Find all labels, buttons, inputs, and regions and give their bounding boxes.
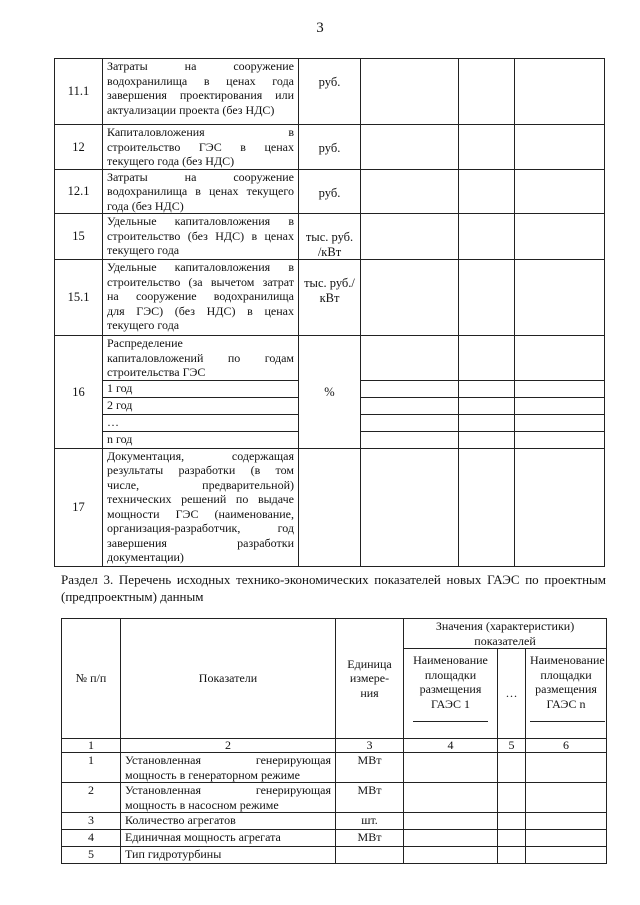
value-cell (459, 260, 515, 336)
indicator-name (121, 847, 336, 864)
table-row (62, 830, 607, 847)
header-unit (336, 619, 404, 739)
indicator-name-line: актуализации проекта (без НДС) (107, 102, 275, 117)
column-number: 6 (526, 739, 607, 753)
value-cell (526, 783, 607, 813)
indicator-name-line: Установленная генерирующая (125, 753, 331, 767)
value-cell (361, 431, 459, 448)
header-site-line: размещения (535, 682, 597, 696)
value-cell (459, 397, 515, 414)
header-site-site1 (404, 649, 498, 739)
unit-cell: тыс. руб. /кВт (299, 214, 361, 260)
header-unit-line: ния (360, 685, 379, 700)
indicator-name-line: Единичная мощность агрегата (125, 830, 281, 844)
value-cell (361, 59, 459, 125)
row-number: 1 (62, 753, 121, 783)
column-number: 4 (404, 739, 498, 753)
indicator-name-line: Затраты на сооружение (107, 59, 294, 73)
value-cell (361, 260, 459, 336)
value-cell (404, 783, 498, 813)
table-row (62, 813, 607, 830)
indicator-name-line: Затраты на сооружение (107, 169, 294, 184)
table-row (55, 125, 605, 170)
value-cell (459, 380, 515, 397)
indicator-name-line: на сооружение водохранилища (107, 289, 294, 303)
value-cell (459, 414, 515, 431)
header-site-line: площадки (540, 667, 592, 682)
value-cell (526, 830, 607, 847)
unit-cell: тыс. руб./кВт (299, 260, 361, 336)
indicator-name-line: Тип гидротурбины (125, 847, 222, 861)
row-number: 3 (62, 813, 121, 830)
indicator-name (121, 813, 336, 830)
indicator-name (103, 59, 299, 125)
column-number: 2 (121, 739, 336, 753)
indicator-name-line: мощности ГЭС (наименование, (107, 506, 294, 521)
header-site-siteN (526, 649, 607, 739)
value-cell (498, 813, 526, 830)
indicator-name-line: завершения проектирования или (107, 88, 294, 102)
table-row (62, 847, 607, 864)
value-cell (459, 448, 515, 566)
unit-cell (336, 847, 404, 864)
indicator-name-line: Удельные капиталовложения в (107, 214, 294, 228)
indicator-name (121, 783, 336, 813)
row-number: 12.1 (55, 169, 103, 214)
indicator-name-line: строительство (без НДС) в ценах (107, 228, 294, 243)
value-cell (515, 336, 605, 381)
indicator-name-line: строительство (за вычетом затрат (107, 274, 294, 289)
unit-cell: руб. (299, 125, 361, 170)
indicator-name (103, 125, 299, 170)
value-cell (404, 830, 498, 847)
year-label: 1 год (103, 380, 299, 397)
indicator-name (103, 169, 299, 214)
unit-cell: руб. (299, 169, 361, 214)
value-cell (361, 397, 459, 414)
value-cell (498, 847, 526, 864)
value-cell (361, 125, 459, 170)
value-cell (498, 830, 526, 847)
indicator-name (103, 214, 299, 260)
value-cell (404, 813, 498, 830)
header-site-line: Наименование (413, 653, 488, 667)
value-cell (361, 414, 459, 431)
unit-cell: % (299, 336, 361, 449)
row-number: 15 (55, 214, 103, 260)
underline-divider (413, 721, 488, 722)
value-cell (459, 431, 515, 448)
indicator-name (103, 336, 299, 381)
header-indicators: Показатели (121, 619, 336, 739)
header-site-line: ГАЭС 1 (431, 696, 470, 711)
value-cell (526, 813, 607, 830)
indicator-name (121, 830, 336, 847)
indicator-name-line: мощность в генераторном режиме (125, 767, 300, 782)
section-3-heading (61, 571, 606, 605)
header-values-line: показателей (474, 633, 536, 648)
table-row (55, 169, 605, 214)
indicator-name-line: организация-разработчик, год (107, 521, 294, 535)
indicator-name-line: Распределение (107, 336, 183, 350)
header-unit-line: Единица (347, 656, 392, 671)
table-row (55, 214, 605, 260)
indicator-name (103, 448, 299, 566)
value-cell (361, 380, 459, 397)
value-cell (515, 414, 605, 431)
header-values (404, 619, 607, 649)
section-3-line2: (предпроектным) данным (61, 589, 204, 604)
value-cell (515, 59, 605, 125)
indicator-name-line: строительство ГЭС в ценах (107, 139, 294, 154)
underline-divider (530, 721, 605, 722)
value-cell (515, 169, 605, 214)
row-number: 5 (62, 847, 121, 864)
column-number: 5 (498, 739, 526, 753)
value-cell (526, 847, 607, 864)
indicator-name-line: капиталовложений по годам (107, 350, 294, 365)
indicator-name-line: текущего года (без НДС) (107, 154, 235, 168)
value-cell (459, 125, 515, 170)
indicator-name-line: водохранилища в ценах года (107, 73, 294, 88)
value-cell (459, 59, 515, 125)
header-num: № п/п (62, 619, 121, 739)
indicator-name-line: документации) (107, 550, 184, 564)
indicator-name-line: мощность в насосном режиме (125, 797, 279, 812)
indicator-name-line: Капиталовложения в (107, 125, 294, 139)
indicator-name-line: текущего года (107, 318, 180, 332)
table-row (55, 448, 605, 566)
header-dots: … (498, 649, 526, 739)
unit-cell: МВт (336, 753, 404, 783)
indicator-name-line: для ГЭС) (без НДС) в ценах (107, 303, 294, 318)
unit-cell: МВт (336, 783, 404, 813)
row-number: 2 (62, 783, 121, 813)
value-cell (515, 431, 605, 448)
value-cell (361, 214, 459, 260)
year-label: … (103, 414, 299, 431)
indicators-table-continued (54, 58, 605, 567)
value-cell (459, 336, 515, 381)
header-site-line: площадки (424, 667, 477, 682)
value-cell (515, 397, 605, 414)
value-cell (361, 448, 459, 566)
indicator-name (103, 260, 299, 336)
value-cell (515, 380, 605, 397)
header-values-line: Значения (характеристики) (435, 619, 575, 633)
row-number: 12 (55, 125, 103, 170)
gaes-indicators-table (61, 618, 607, 864)
value-cell (361, 169, 459, 214)
value-cell (515, 125, 605, 170)
table-row (55, 59, 605, 125)
value-cell (404, 753, 498, 783)
value-cell (361, 336, 459, 381)
section-3-line1: Раздел 3. Перечень исходных технико-экономических показателей новых ГАЭС по проектным (61, 572, 606, 587)
value-cell (498, 753, 526, 783)
header-unit-line: измере- (349, 671, 390, 686)
indicator-name-line: текущего года (107, 243, 180, 257)
page-number: 3 (316, 20, 324, 36)
value-cell (498, 783, 526, 813)
year-label: 2 год (103, 397, 299, 414)
row-number: 4 (62, 830, 121, 847)
indicator-name-line: водохранилища в ценах текущего (107, 184, 294, 198)
column-number: 1 (62, 739, 121, 753)
indicator-name-line: года (без НДС) (107, 198, 184, 213)
indicator-name-line: Удельные капиталовложения в (107, 260, 294, 274)
indicator-name-line: Установленная генерирующая (125, 783, 331, 797)
value-cell (459, 169, 515, 214)
table-row (62, 783, 607, 813)
value-cell (526, 753, 607, 783)
header-row (62, 619, 607, 649)
header-site-line: ГАЭС n (546, 696, 586, 711)
value-cell (459, 214, 515, 260)
value-cell (299, 448, 361, 566)
row-number: 15.1 (55, 260, 103, 336)
indicator-name-line: Документация, содержащая (107, 448, 294, 463)
indicator-name-line: строительства ГЭС (107, 365, 206, 379)
column-number: 3 (336, 739, 404, 753)
value-cell (404, 847, 498, 864)
value-cell (515, 260, 605, 336)
value-cell (515, 448, 605, 566)
unit-cell: руб. (299, 59, 361, 125)
indicator-name (121, 753, 336, 783)
row-number: 11.1 (55, 59, 103, 125)
header-site-line: размещения (419, 682, 482, 696)
header-site-line: Наименование (530, 653, 605, 667)
year-label: n год (103, 431, 299, 448)
table-row (55, 260, 605, 336)
row-number: 17 (55, 448, 103, 566)
table-row (62, 753, 607, 783)
indicator-name-line: технических решений по выдаче (107, 492, 294, 506)
indicator-name-line: завершения разработки (107, 535, 294, 550)
unit-cell: МВт (336, 830, 404, 847)
table-row (55, 336, 605, 381)
indicator-name-line: результаты разработки (в том (107, 463, 294, 477)
value-cell (515, 214, 605, 260)
column-numbers-row (62, 739, 607, 753)
indicator-name-line: числе, предварительной) (107, 477, 294, 492)
row-number: 16 (55, 336, 103, 449)
indicator-name-line: Количество агрегатов (125, 813, 236, 827)
unit-cell: шт. (336, 813, 404, 830)
